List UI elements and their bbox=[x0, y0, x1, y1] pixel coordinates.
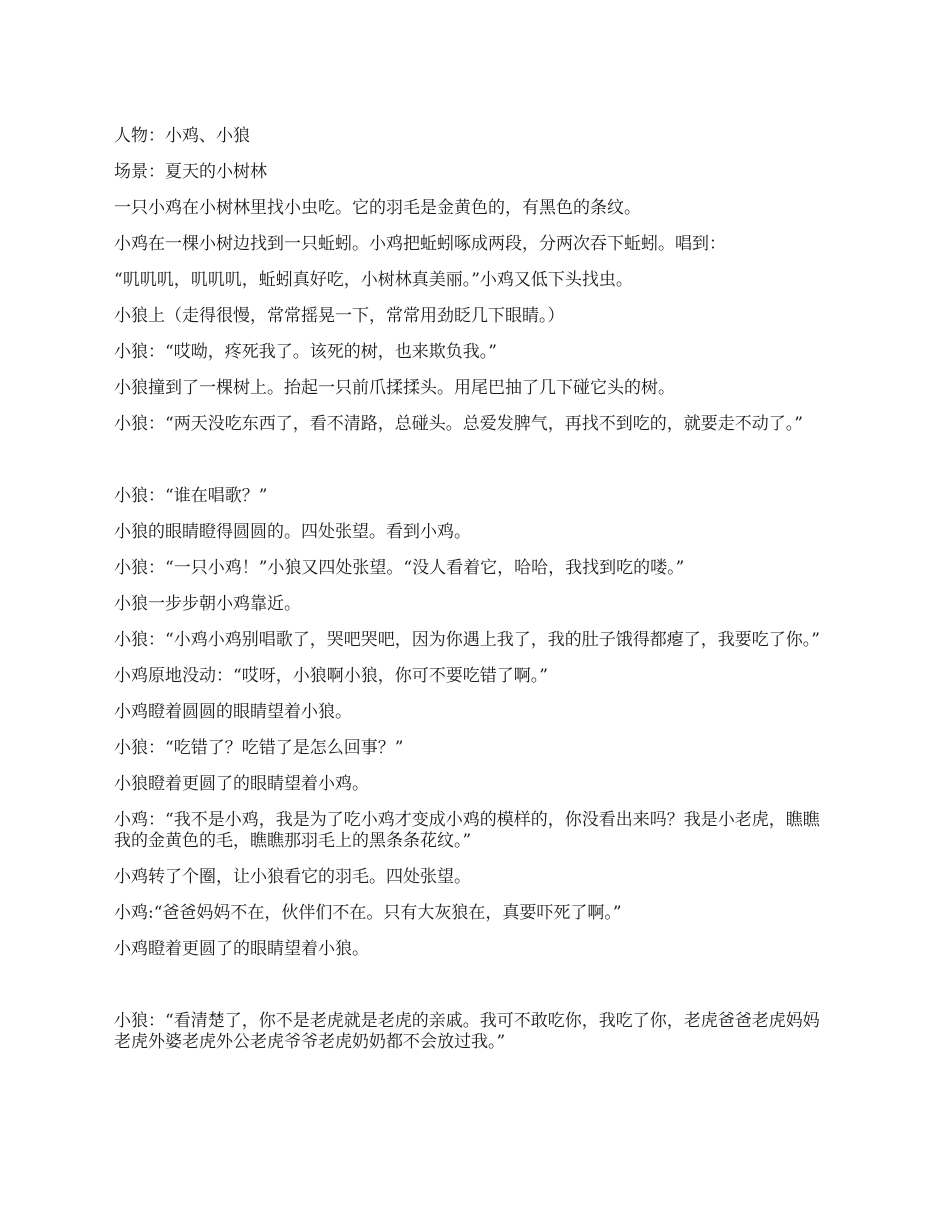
paragraph: 小狼瞪着更圆了的眼睛望着小鸡。 bbox=[114, 774, 369, 794]
paragraph-scene: 场景：夏天的小树林 bbox=[114, 162, 267, 182]
section-break bbox=[114, 450, 834, 486]
paragraph: 小狼：“看清楚了，你不是老虎就是老虎的亲戚。我可不敢吃你，我吃了你，老虎爸爸老虎妈妈老虎外婆老虎外公老虎爷爷老虎奶奶都不会放过我。” bbox=[114, 1011, 820, 1052]
paragraph: 小鸡：“我不是小鸡，我是为了吃小鸡才变成小鸡的模样的，你没看出来吗？我是小老虎，瞧瞧我的金黄色的毛，瞧瞧那羽毛上的黑条条花纹。” bbox=[114, 810, 820, 851]
paragraph: “叽叽叽，叽叽叽，蚯蚓真好吃，小树林真美丽。”小鸡又低下头找虫。 bbox=[114, 270, 633, 290]
paragraph: 小狼：“谁在唱歌？” bbox=[114, 486, 268, 506]
paragraph: 小狼撞到了一棵树上。抬起一只前爪揉揉头。用尾巴抽了几下碰它头的树。 bbox=[114, 378, 675, 398]
paragraph: 小狼：“吃错了？吃错了是怎么回事？” bbox=[114, 738, 404, 758]
paragraph: 小鸡瞪着圆圆的眼睛望着小狼。 bbox=[114, 702, 352, 722]
paragraph: 小狼：“一只小鸡！”小狼又四处张望。“没人看着它，哈哈，我找到吃的喽。” bbox=[114, 558, 685, 578]
paragraph: 小狼上（走得很慢，常常摇晃一下，常常用劲眨几下眼睛。） bbox=[114, 306, 565, 326]
paragraph: 小鸡:“爸爸妈妈不在，伙伴们不在。只有大灰狼在，真要吓死了啊。” bbox=[114, 903, 622, 923]
paragraph: 小鸡转了个圈，让小狼看它的羽毛。四处张望。 bbox=[114, 867, 471, 887]
paragraph: 小狼：“小鸡小鸡别唱歌了，哭吧哭吧，因为你遇上我了，我的肚子饿得都瘪了，我要吃了你。” bbox=[114, 630, 820, 650]
paragraph: 小鸡在一棵小树边找到一只蚯蚓。小鸡把蚯蚓啄成两段，分两次吞下蚯蚓。唱到： bbox=[114, 234, 726, 254]
paragraph: 小狼：“哎呦，疼死我了。该死的树，也来欺负我。” bbox=[114, 342, 497, 362]
paragraph: 一只小鸡在小树林里找小虫吃。它的羽毛是金黄色的，有黑色的条纹。 bbox=[114, 198, 641, 218]
paragraph: 小鸡原地没动：“哎呀，小狼啊小狼，你可不要吃错了啊。” bbox=[114, 666, 548, 686]
paragraph: 小狼一步步朝小鸡靠近。 bbox=[114, 594, 301, 614]
section-break bbox=[114, 975, 834, 1011]
paragraph: 小鸡瞪着更圆了的眼睛望着小狼。 bbox=[114, 939, 369, 959]
document-body bbox=[114, 126, 834, 1068]
paragraph: 小狼：“两天没吃东西了，看不清路，总碰头。总爱发脾气，再找不到吃的，就要走不动了。” bbox=[114, 414, 803, 434]
paragraph: 小狼的眼睛瞪得圆圆的。四处张望。看到小鸡。 bbox=[114, 522, 471, 542]
paragraph-characters: 人物：小鸡、小狼 bbox=[114, 126, 250, 146]
